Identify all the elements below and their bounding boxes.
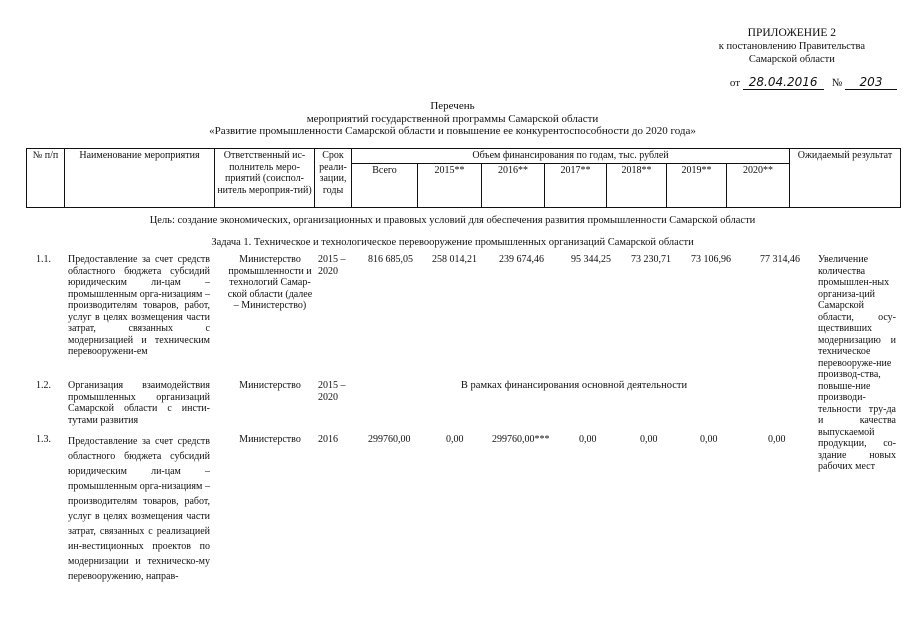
- expected-result: Увеличение количества промышлен-ных организа-ций Самарской области, осу-ществивших модернизацию и техническое перевооруже-ние производ-ства, повыше-ние производи-тельности тру-да и качества выпускаемой продукции, со-здание новых рабочих мест: [818, 254, 896, 472]
- row-1-3-total: 299760,00: [368, 434, 411, 445]
- row-1-3-2016: 299760,00***: [492, 434, 550, 445]
- program-goal: Цель: создание экономических, организационных и правовых условий для обеспечения развития промышленности Самарской области: [149, 215, 756, 226]
- header-num: № п/п: [27, 149, 65, 208]
- row-1-1-2017: 95 344,25: [571, 254, 611, 265]
- row-1-2-num: 1.2.: [36, 380, 51, 391]
- appendix-subtitle: к постановлению Правительства: [718, 41, 865, 52]
- row-1-2-note: В рамках финансирования основной деятельности: [460, 380, 688, 391]
- row-1-1-term: 2015 – 2020: [318, 254, 346, 277]
- row-1-1-2020: 77 314,46: [760, 254, 800, 265]
- row-1-1-2019: 73 106,96: [691, 254, 731, 265]
- row-1-2-name: Организация взаимодействия промышленных организаций Самарской области с инсти-тутами развития: [68, 380, 210, 426]
- header-year-2019: 2019**: [667, 163, 727, 207]
- task-heading: Задача 1. Техническое и технологическое перевооружение промышленных организаций Самарской области: [211, 237, 694, 248]
- appendix-block: [719, 27, 865, 66]
- title-line-1: Перечень: [430, 100, 475, 112]
- header-year-2020: 2020**: [727, 163, 790, 207]
- row-1-3-2017: 0,00: [579, 434, 597, 445]
- row-1-1-executor: Министерство промышленности и технологий Самар-ской области (далее – Министерство): [227, 254, 313, 311]
- row-1-3-2019: 0,00: [700, 434, 718, 445]
- row-1-3-executor: Министерство: [239, 434, 301, 445]
- title-line-3: «Развитие промышленности Самарской области и повышение ее конкурентоспособности до 2020 года»: [209, 125, 696, 137]
- header-result: Ожидаемый результат: [790, 149, 901, 208]
- row-1-3-2018: 0,00: [640, 434, 658, 445]
- date-prefix: от: [729, 77, 741, 89]
- row-1-1-total: 816 685,05: [368, 254, 413, 265]
- appendix-region: Самарской области: [748, 54, 835, 65]
- row-1-3-name: Предоставление за счет средств областного бюджета субсидий юридическим ли-цам – промышленным орга-низациям – производителям товаров, работ, услуг в целях возмещения части затрат, связанных с реализацией ин-вестиционных проектов по модернизации и техническо-му перевооружению, направ-: [68, 436, 210, 582]
- header-executor: Ответственный ис-полнитель меро-приятий (соиспол-нитель мероприя-тий): [215, 149, 315, 208]
- row-1-3-2015: 0,00: [446, 434, 464, 445]
- handwritten-number: 203: [845, 75, 897, 90]
- header-year-2016: 2016**: [482, 163, 545, 207]
- row-1-1-2016: 239 674,46: [499, 254, 544, 265]
- row-1-3-2020: 0,00: [768, 434, 786, 445]
- decree-date-line: [730, 75, 897, 90]
- header-year-2015: 2015**: [418, 163, 482, 207]
- document-title: [0, 100, 905, 138]
- row-1-1-2018: 73 230,71: [631, 254, 671, 265]
- header-year-total: Всего: [352, 163, 418, 207]
- header-year-2018: 2018**: [607, 163, 667, 207]
- row-1-1-2015: 258 014,21: [432, 254, 477, 265]
- row-1-1-num: 1.1.: [36, 254, 51, 265]
- row-1-1-name: Предоставление за счет средств областного бюджета субсидий юридическим ли-цам – промышленным орга-низациям – производителям товаров, работ, услуг в целях возмещения части затрат, связанных с модернизацией и техническим перевооружени-ем: [68, 254, 210, 357]
- header-term: Срок реали-зации, годы: [315, 149, 352, 208]
- header-year-2017: 2017**: [545, 163, 607, 207]
- handwritten-date: 28.04.2016: [743, 75, 824, 90]
- number-prefix: №: [831, 77, 843, 89]
- table-header: [26, 148, 901, 208]
- header-name: Наименование мероприятия: [65, 149, 215, 208]
- title-line-2: мероприятий государственной программы Самарской области: [306, 112, 599, 125]
- header-finance: Объем финансирования по годам, тыс. рублей: [352, 149, 790, 164]
- row-1-2-term: 2015 – 2020: [318, 380, 346, 403]
- row-1-3-num: 1.3.: [36, 434, 51, 445]
- appendix-title: ПРИЛОЖЕНИЕ 2: [747, 27, 837, 39]
- row-1-2-executor: Министерство: [239, 380, 301, 391]
- row-1-3-term: 2016: [318, 434, 338, 445]
